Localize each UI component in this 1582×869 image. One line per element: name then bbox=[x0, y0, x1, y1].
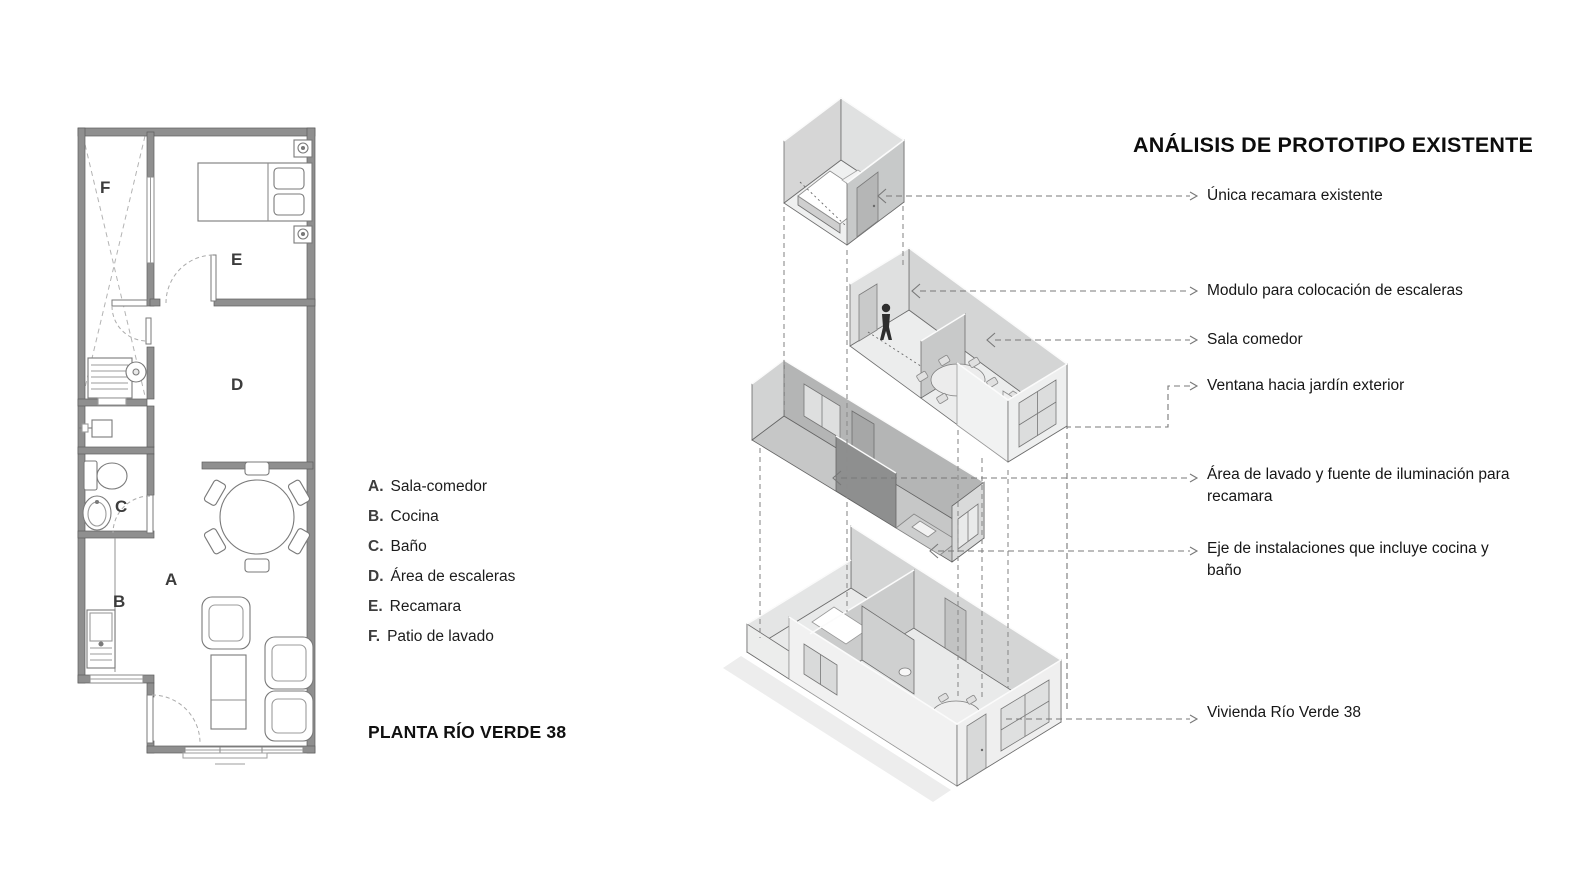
door-handle bbox=[981, 749, 983, 751]
arrow-right-icon bbox=[1190, 336, 1197, 344]
legend-item-e bbox=[368, 598, 515, 620]
analysis-title: ANÁLISIS DE PROTOTIPO EXISTENTE bbox=[1133, 133, 1534, 157]
toilet-icon bbox=[84, 461, 127, 490]
sofa-icon bbox=[265, 637, 313, 741]
legend-room-name: Cocina bbox=[390, 508, 439, 525]
armchair-icon bbox=[202, 597, 250, 649]
bed-icon bbox=[198, 140, 312, 243]
legend-room-name: Patio de lavado bbox=[387, 628, 494, 645]
arrow-right-icon bbox=[1190, 287, 1197, 295]
legend-room-name: Sala-comedor bbox=[390, 478, 487, 495]
door-leaf-hall bbox=[146, 318, 151, 344]
plan-title: PLANTA RÍO VERDE 38 bbox=[368, 722, 567, 742]
annotation-area-lavado: Área de lavado y fuente de iluminación para recamara bbox=[1207, 466, 1510, 505]
leader-unica-recamara bbox=[878, 189, 1197, 203]
floor-plan bbox=[78, 128, 315, 764]
annotation-ventana-jardin: Ventana hacia jardín exterior bbox=[1207, 377, 1405, 394]
legend-item-d bbox=[368, 568, 515, 590]
wall-bath-bottom bbox=[78, 531, 154, 538]
room-label-c: C bbox=[115, 497, 128, 516]
leader-ventana-jardin bbox=[1067, 382, 1197, 712]
legend-letter: A. bbox=[368, 478, 384, 495]
door-leaf-entry bbox=[147, 695, 153, 743]
room-label-f: F bbox=[100, 178, 111, 197]
legend-room-name: Baño bbox=[390, 538, 427, 555]
door-handle bbox=[873, 205, 875, 207]
plan-doors bbox=[112, 255, 216, 743]
wall-e-d-left bbox=[150, 299, 160, 306]
kitchen-sink-icon bbox=[87, 610, 115, 668]
legend-letter: C. bbox=[368, 538, 384, 555]
washer-icon bbox=[88, 358, 146, 405]
chair bbox=[245, 559, 269, 572]
wall-service-right-1 bbox=[147, 347, 154, 399]
arrow-right-icon bbox=[1190, 382, 1197, 390]
annotation-vivienda: Vivienda Río Verde 38 bbox=[1207, 704, 1361, 721]
legend-letter: E. bbox=[368, 598, 383, 615]
annotation-modulo-escaleras: Modulo para colocación de escaleras bbox=[1207, 282, 1463, 299]
arrow-right-icon bbox=[1190, 715, 1197, 723]
patio-clothesline-icon bbox=[83, 136, 145, 396]
door-leaf-bedroom bbox=[211, 255, 216, 301]
chair bbox=[245, 462, 269, 475]
legend bbox=[368, 478, 515, 650]
wall-service-divider bbox=[78, 447, 154, 454]
room-label-e: E bbox=[231, 250, 243, 269]
axon-module-vivienda bbox=[747, 526, 1061, 786]
wall-top bbox=[78, 128, 315, 136]
dining-table-icon bbox=[203, 462, 310, 572]
house-entry-door bbox=[967, 714, 986, 780]
door-arc-bedroom bbox=[166, 255, 214, 303]
bath-sink-icon bbox=[83, 496, 111, 530]
plan-furniture bbox=[79, 140, 313, 741]
wall-service-right-3 bbox=[147, 454, 154, 495]
legend-letter: D. bbox=[368, 568, 384, 585]
wall-f-e-upper bbox=[147, 132, 154, 177]
legend-room-name: Área de escaleras bbox=[390, 568, 516, 585]
legend-room-name: Recamara bbox=[389, 598, 462, 615]
legend-letter: B. bbox=[368, 508, 384, 525]
door-arc-entry bbox=[152, 695, 200, 743]
annotation-unica-recamara: Única recamara existente bbox=[1207, 187, 1383, 204]
door-arc-patio bbox=[112, 306, 147, 341]
wall-e-d-right bbox=[214, 299, 315, 306]
wall-service-right-2 bbox=[147, 406, 154, 447]
door-leaf-bath bbox=[147, 495, 153, 533]
arrow-right-icon bbox=[1190, 547, 1197, 555]
legend-item-c bbox=[368, 538, 515, 560]
legend-item-b bbox=[368, 508, 515, 530]
ottoman-icon bbox=[211, 655, 246, 729]
arrow-right-icon bbox=[1190, 192, 1197, 200]
door-leaf-patio bbox=[112, 300, 147, 306]
legend-item-f bbox=[368, 628, 515, 650]
legend-item-a bbox=[368, 478, 515, 500]
annotation-sala-comedor: Sala comedor bbox=[1207, 331, 1303, 348]
legend-letter: F. bbox=[368, 628, 381, 645]
annotation-eje-instalaciones: Eje de instalaciones que incluye cocina y baño bbox=[1207, 540, 1489, 579]
room-label-d: D bbox=[231, 375, 244, 394]
room-label-b: B bbox=[113, 592, 126, 611]
room-label-a: A bbox=[165, 570, 178, 589]
house-toilet-icon bbox=[899, 668, 911, 676]
entry-threshold bbox=[183, 753, 267, 764]
arrow-right-icon bbox=[1190, 474, 1197, 482]
axon-module-recamara bbox=[784, 98, 904, 245]
